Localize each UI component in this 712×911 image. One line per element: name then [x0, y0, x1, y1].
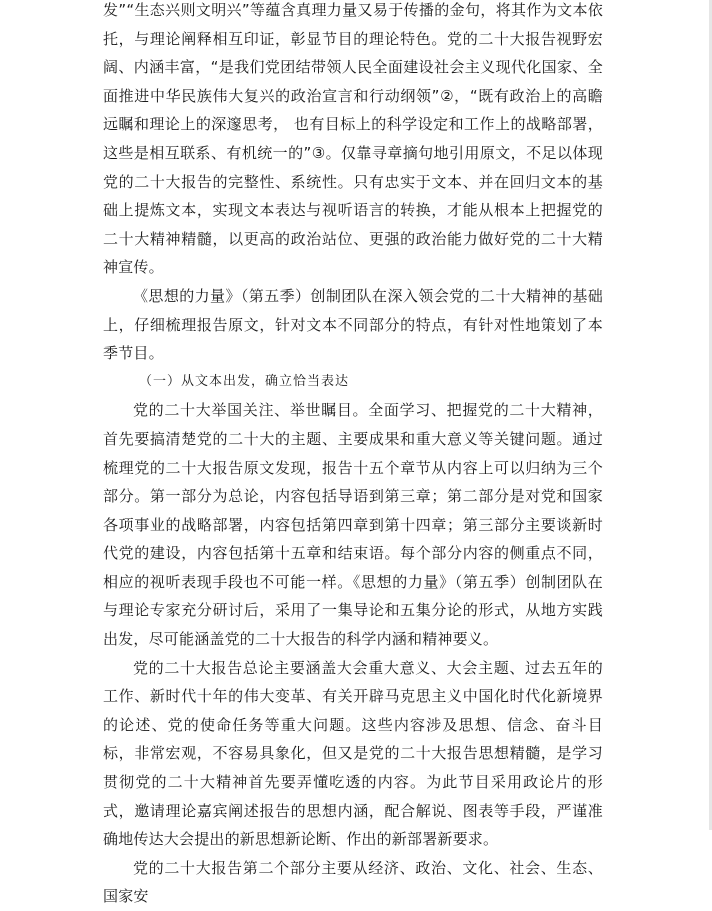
paragraph-general-part: 党的二十大报告总论主要涵盖大会重大意义、大会主题、过去五年的工作、新时代十年的伟大变革、有关开辟马克思主义中国化时代化新境界的论述、党的使命任务等重大问题。这些内容涉及思想、信念、奋斗目标，非常宏观，不容易具象化，但又是党的二十大报告思想精髓，是学习贯彻党的二十大精神首先要弄懂吃透的内容。为此节目采用政论片的形式，邀请理论嘉宾阐述报告的思想内涵，配合解说、图表等手段，严谨准确地传达大会提出的新思想新论断、作出的新部署新要求。: [103, 658, 603, 849]
paragraph-second-part: 党的二十大报告第二个部分主要从经济、政治、文化、社会、生态、国家安: [103, 858, 603, 906]
paragraph-theory-quotes: 发”“生态兴则文明兴”等蕴含真理力量又易于传播的金句，将其作为文本依托，与理论阐释相互印证，彰显节目的理论特色。党的二十大报告视野宏阔、内涵丰富，“是我们党团结带领人民全面建设社会主义现代化国家、全面推进中华民族伟大复兴的政治宣言和行动纲领”②，“既有政治上的高瞻远瞩和理论上的深邃思考， 也有目标上的科学设定和工作上的战略部署，这些是相互联系、有机统一的”③。仅靠寻章摘句地引用原文，不足以体现党的二十大报告的完整性、系统性。只有忠实于文本、并在回归文本的基础上提炼文本，实现文本表达与视听语言的转换，才能从根本上把握党的二十大精神精髓，以更高的政治站位、更强的政治能力做好党的二十大精神宣传。: [103, 1, 603, 277]
document-body: [103, 0, 603, 911]
section-heading: （一）从文本出发，确立恰当表达: [139, 373, 350, 389]
paragraph-planning-team: 《思想的力量》（第五季）创制团队在深入领会党的二十大精神的基础上，仔细梳理报告原文，针对文本不同部分的特点，有针对性地策划了本季节目。: [103, 286, 603, 363]
paragraph-report-structure: 党的二十大举国关注、举世瞩目。全面学习、把握党的二十大精神，首先要搞清楚党的二十大的主题、主要成果和重大意义等关键问题。通过梳理党的二十大报告原文发现，报告十五个章节从内容上可以归纳为三个部分。第一部分为总论，内容包括导语到第三章；第二部分是对党和国家各项事业的战略部署，内容包括第四章到第十四章；第三部分主要谈新时代党的建设，内容包括第十五章和结束语。每个部分内容的侧重点不同，相应的视听表现手段也不可能一样。《思想的力量》（第五季）创制团队在与理论专家充分研讨后，采用了一集导论和五集分论的形式，从地方实践出发，尽可能涵盖党的二十大报告的科学内涵和精神要义。: [103, 401, 603, 649]
